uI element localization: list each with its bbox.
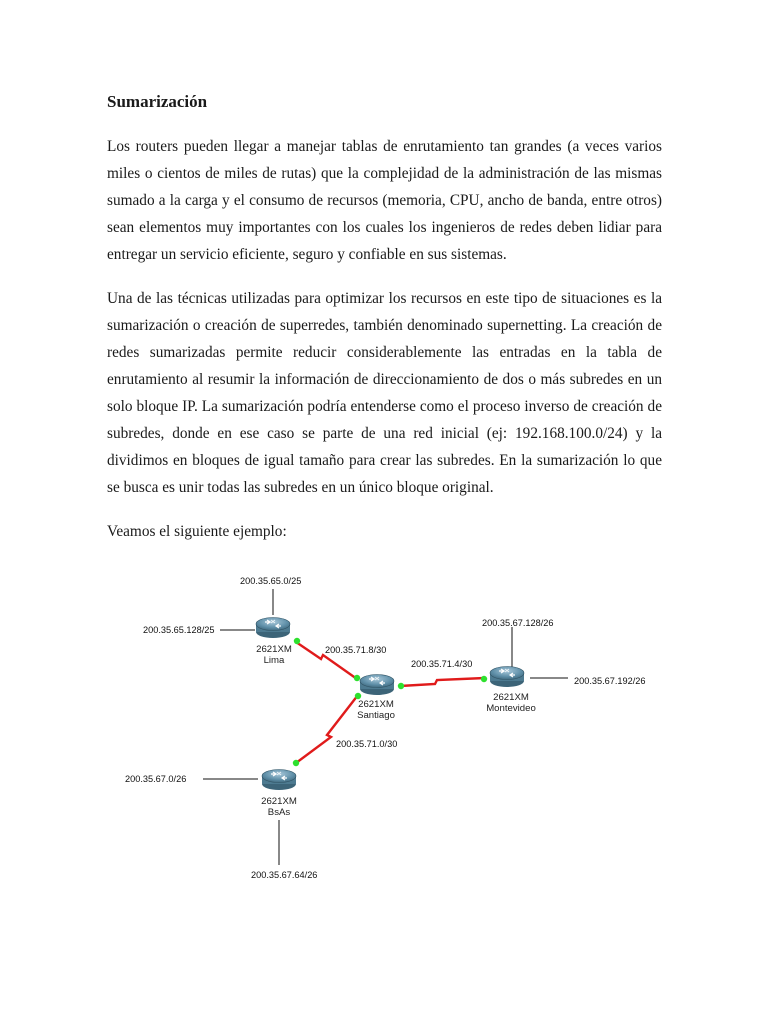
network-label-montevideo-right: 200.35.67.192/26 (574, 676, 646, 686)
router-montevideo-name: Montevideo (486, 703, 536, 714)
network-label-montevideo-top: 200.35.67.128/26 (482, 618, 554, 628)
serial-link-santiago-bsas (296, 695, 358, 763)
network-label-lima-left: 200.35.65.128/25 (143, 625, 215, 635)
router-montevideo-icon[interactable] (490, 667, 524, 688)
network-label-bsas-bottom: 200.35.67.64/26 (251, 870, 318, 880)
network-label-lima-santiago: 200.35.71.8/30 (325, 645, 387, 655)
serial-link-santiago-montevideo (400, 678, 485, 686)
paragraph-1: Los routers pueden llegar a manejar tablas de enrutamiento tan grandes (a veces varios miles o cientos de miles de rutas) que la complejidad de la administración de las mismas sumado a la carga y el consumo de recursos (memoria, CPU, ancho de banda, entre otros) sean elementos muy importantes con los cuales los ingenieros de redes deben lidiar para entregar un servicio eficiente, seguro y confiable en sus sistemas. (107, 138, 662, 263)
network-label-lima-top: 200.35.65.0/25 (240, 576, 302, 586)
port-status-icon (481, 676, 487, 682)
router-lima-name: Lima (263, 655, 285, 666)
router-santiago-model: 2621XM (358, 699, 394, 710)
port-status-icon (293, 760, 299, 766)
router-bsas-model: 2621XM (261, 796, 297, 807)
page-title: Sumarización (107, 92, 208, 111)
network-label-bsas-left: 200.35.67.0/26 (125, 774, 187, 784)
document-body (107, 92, 662, 545)
router-bsas-name: BsAs (267, 807, 291, 818)
network-label-santiago-bsas: 200.35.71.0/30 (336, 739, 398, 749)
network-label-santiago-montevideo: 200.35.71.4/30 (411, 659, 473, 669)
port-status-icon (398, 683, 404, 689)
paragraph-2: Una de las técnicas utilizadas para optimizar los recursos en este tipo de situaciones es la sumarización o creación de superredes, también denominado supernetting. La creación de redes sumarizadas permite reducir considerablemente las entradas en la tabla de enrutamiento al resumir la información de direccionamiento de dos o más subredes en un solo bloque IP. La sumarización podría entenderse como el proceso inverso de creación de subredes, donde en ese caso se parte de una red inicial (ej: 192.168.100.0/24) y la dividimos en bloques de igual tamaño para crear las subredes. En la sumarización lo que se busca es unir todas las subredes en un único bloque original. (107, 290, 662, 496)
port-status-icon (354, 675, 360, 681)
example-intro: Veamos el siguiente ejemplo: (107, 523, 287, 540)
router-lima-model: 2621XM (256, 644, 292, 655)
router-santiago-name: Santiago (357, 710, 395, 721)
network-diagram-svg (0, 555, 768, 895)
router-bsas-icon[interactable] (262, 770, 296, 791)
router-santiago-icon[interactable] (360, 675, 394, 696)
network-diagram (0, 555, 768, 895)
router-montevideo-model: 2621XM (493, 692, 529, 703)
router-lima-icon[interactable] (256, 618, 290, 639)
port-status-icon (294, 638, 300, 644)
